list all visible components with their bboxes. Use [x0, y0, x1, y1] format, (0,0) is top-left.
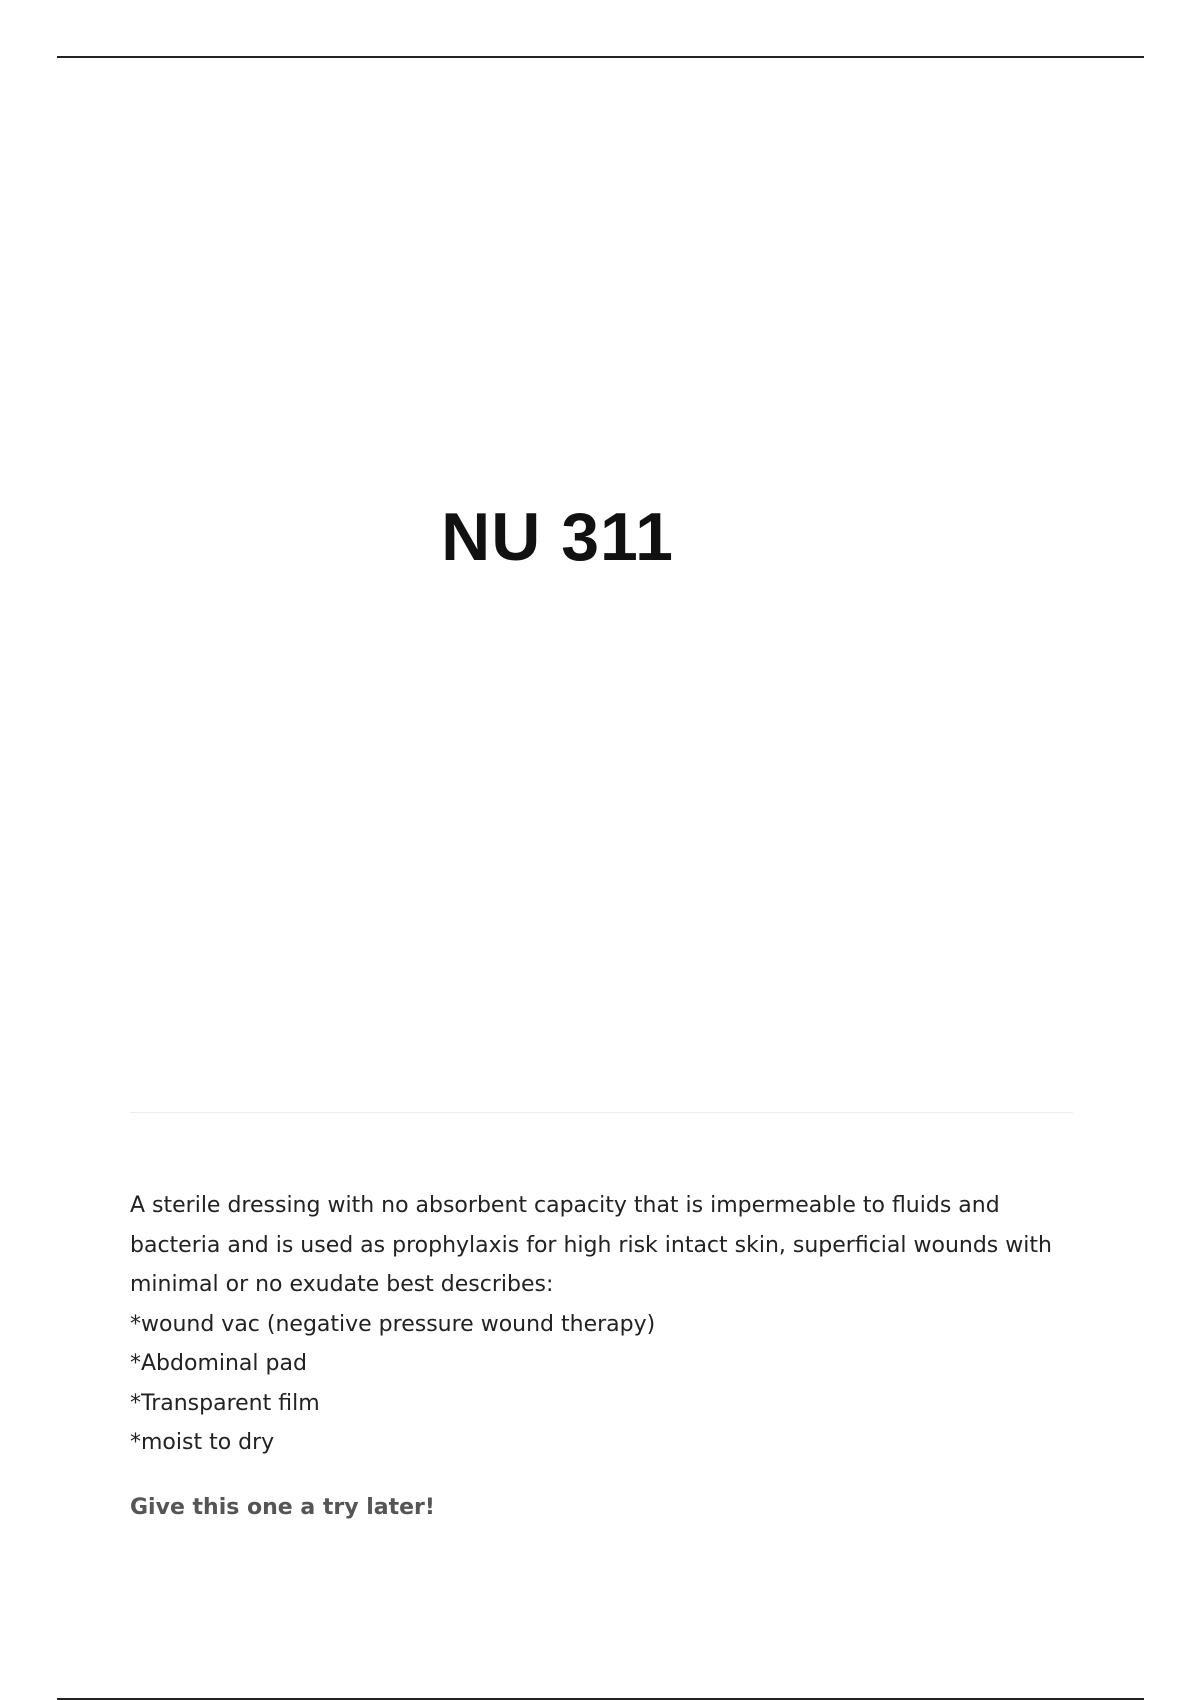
- top-rule: [57, 56, 1144, 58]
- answer-option: *moist to dry: [130, 1430, 275, 1455]
- answer-option: *Transparent film: [130, 1390, 320, 1416]
- question-text: A sterile dressing with no absorbent capacity that is impermeable to fluids and bacteria and is used as prophylaxis for high risk intact skin, superficial wounds with minimal or no exudate best describes:: [130, 1193, 1052, 1297]
- answer-option: *wound vac (negative pressure wound therapy): [130, 1311, 656, 1337]
- section-divider: [130, 1112, 1073, 1113]
- cover-title: NU 311: [441, 499, 674, 575]
- try-later-link[interactable]: Give this one a try later!: [130, 1494, 435, 1520]
- answer-option: *Abdominal pad: [130, 1351, 307, 1376]
- answer-options: [130, 1305, 1070, 1463]
- flashcard: [130, 1186, 1070, 1523]
